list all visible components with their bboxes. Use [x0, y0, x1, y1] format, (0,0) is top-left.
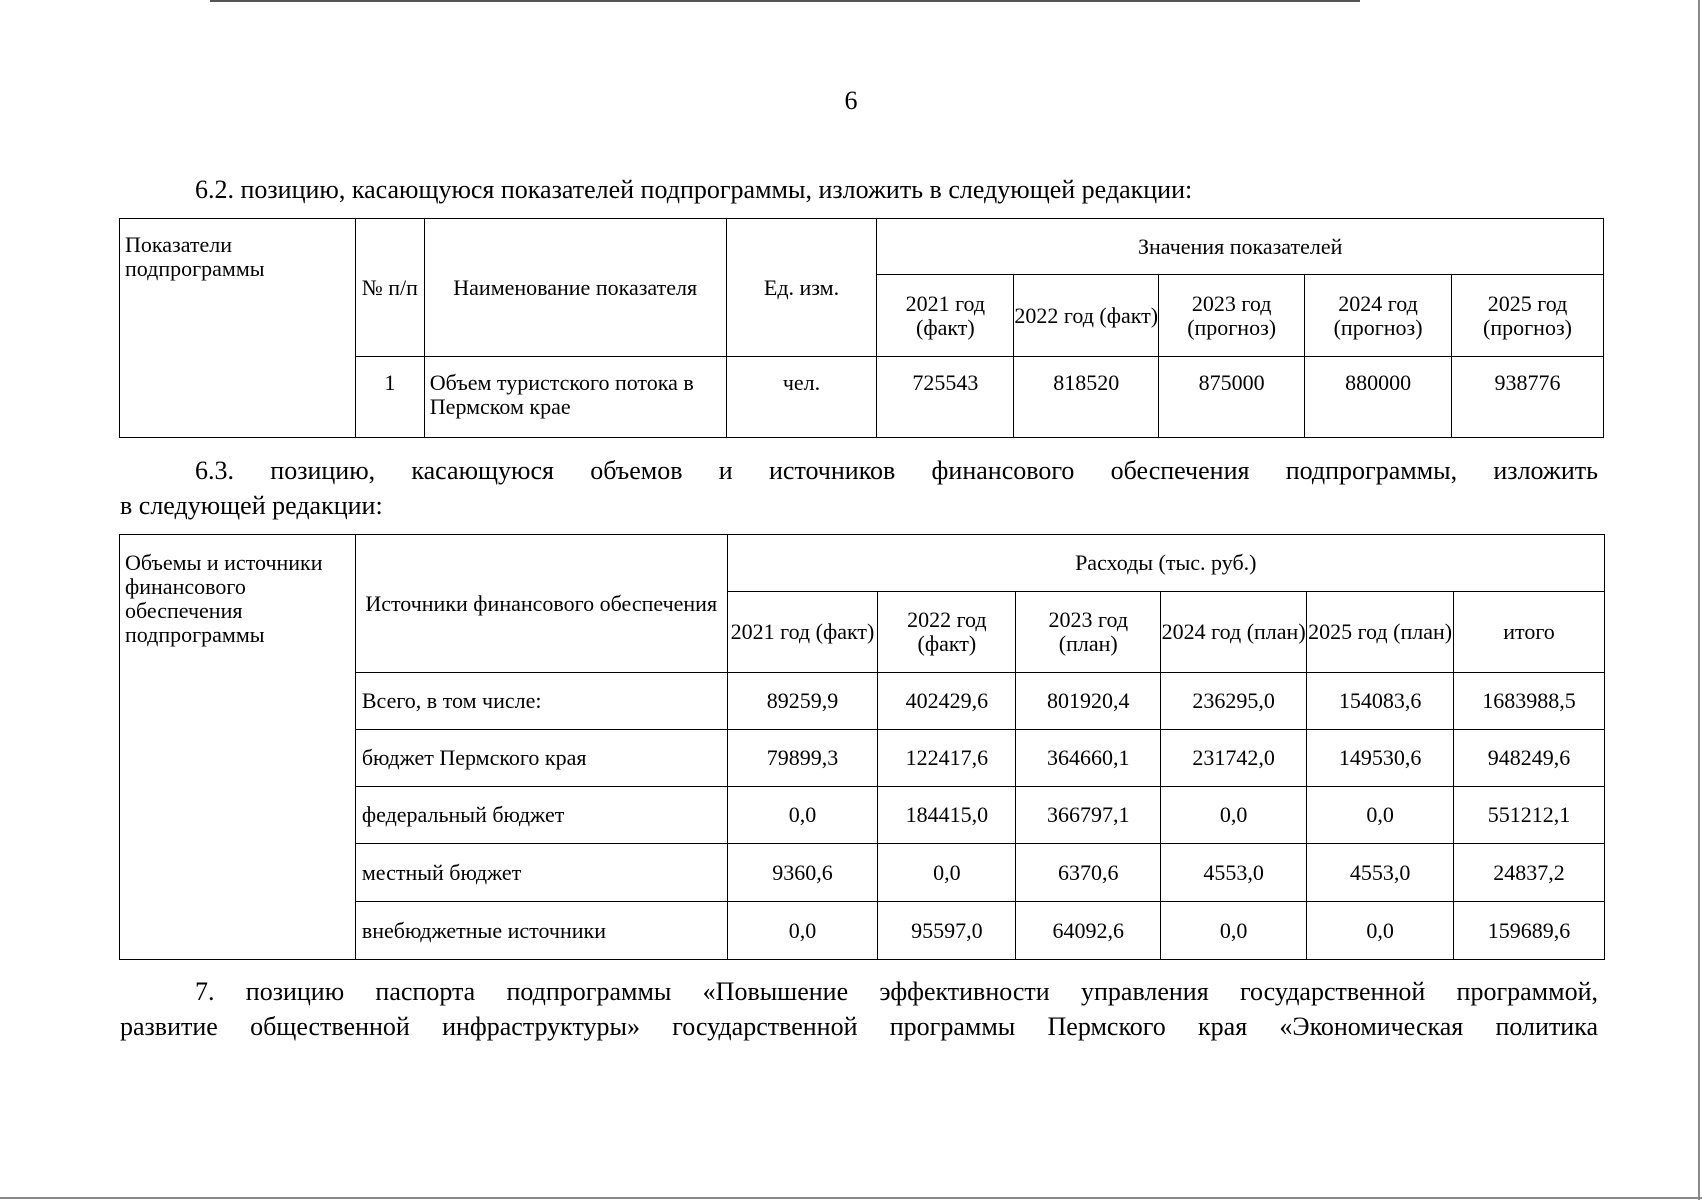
- value-cell: 875000: [1159, 357, 1305, 438]
- value-cell: 24837,2: [1454, 844, 1605, 902]
- value-cell: 95597,0: [878, 902, 1016, 960]
- value-cell: 948249,6: [1454, 730, 1605, 787]
- value-cell: 818520: [1014, 357, 1159, 438]
- value-cell: 154083,6: [1307, 673, 1454, 730]
- value-cell: 366797,1: [1016, 787, 1161, 844]
- value-cell: 0,0: [727, 787, 878, 844]
- source-label: Всего, в том числе:: [355, 673, 727, 730]
- year-header: 2023 год (план): [1016, 592, 1161, 673]
- year-header: 2022 год (факт): [878, 592, 1016, 673]
- financing-row-header: Объемы и источники финансового обеспечения подпрограммы: [120, 535, 356, 960]
- value-cell: 159689,6: [1454, 902, 1605, 960]
- scan-edge-right: [1698, 0, 1700, 1200]
- value-cell: 938776: [1452, 357, 1604, 438]
- section-6-2-text: 6.2. позицию, касающуюся показателей подпрограммы, изложить в следующей редакции:: [195, 175, 1193, 204]
- value-cell: 236295,0: [1161, 673, 1307, 730]
- values-header: Значения показателей: [877, 219, 1604, 275]
- year-header: 2021 год (факт): [877, 275, 1014, 357]
- value-cell: 0,0: [878, 844, 1016, 902]
- value-cell: 880000: [1305, 357, 1452, 438]
- total-header: итого: [1454, 592, 1605, 673]
- source-label: местный бюджет: [355, 844, 727, 902]
- value-cell: 122417,6: [878, 730, 1016, 787]
- value-cell: 79899,3: [727, 730, 878, 787]
- year-header: 2023 год (прогноз): [1159, 275, 1305, 357]
- source-label: внебюджетные источники: [355, 902, 727, 960]
- year-header: 2024 год (план): [1161, 592, 1307, 673]
- scan-edge-top: [210, 0, 1360, 2]
- financing-table: [119, 534, 1605, 960]
- value-cell: 1683988,5: [1454, 673, 1605, 730]
- indicator-unit: чел.: [726, 357, 877, 438]
- indicators-row-header: Показатели подпрограммы: [120, 219, 356, 438]
- year-header: 2022 год (факт): [1014, 275, 1159, 357]
- indicator-name: Объем туристского потока в Пермском крае: [424, 357, 726, 438]
- indicators-table: [119, 218, 1604, 438]
- value-cell: 184415,0: [878, 787, 1016, 844]
- value-cell: 801920,4: [1016, 673, 1161, 730]
- value-cell: 149530,6: [1307, 730, 1454, 787]
- source-label: бюджет Пермского края: [355, 730, 727, 787]
- value-cell: 4553,0: [1307, 844, 1454, 902]
- col-source-header: Источники финансового обеспечения: [355, 535, 727, 673]
- year-header: 2024 год (прогноз): [1305, 275, 1452, 357]
- value-cell: 4553,0: [1161, 844, 1307, 902]
- value-cell: 725543: [877, 357, 1014, 438]
- value-cell: 0,0: [1307, 902, 1454, 960]
- value-cell: 9360,6: [727, 844, 878, 902]
- value-cell: 0,0: [1161, 787, 1307, 844]
- scan-edge-bottom: [0, 1197, 1702, 1199]
- value-cell: 89259,9: [727, 673, 878, 730]
- col-name-header: Наименование показателя: [424, 219, 726, 357]
- value-cell: 364660,1: [1016, 730, 1161, 787]
- value-cell: 402429,6: [878, 673, 1016, 730]
- year-header: 2025 год (прогноз): [1452, 275, 1604, 357]
- row-number: 1: [355, 357, 424, 438]
- value-cell: 64092,6: [1016, 902, 1161, 960]
- page-number: 6: [844, 86, 858, 115]
- col-unit-header: Ед. изм.: [726, 219, 877, 357]
- section-7-text-line2: развитие общественной инфраструктуры» государственной программы Пермского края «Экономическая политика: [120, 1012, 1598, 1041]
- section-7-text-line1: 7. позицию паспорта подпрограммы «Повышение эффективности управления государственной программой,: [195, 977, 1598, 1006]
- value-cell: 0,0: [1307, 787, 1454, 844]
- value-cell: 231742,0: [1161, 730, 1307, 787]
- section-6-3-text-line2: в следующей редакции:: [120, 491, 383, 520]
- expenses-header: Расходы (тыс. руб.): [727, 535, 1604, 592]
- value-cell: 0,0: [727, 902, 878, 960]
- value-cell: 551212,1: [1454, 787, 1605, 844]
- value-cell: 6370,6: [1016, 844, 1161, 902]
- source-label: федеральный бюджет: [355, 787, 727, 844]
- value-cell: 0,0: [1161, 902, 1307, 960]
- section-6-3-text-line1: 6.3. позицию, касающуюся объемов и источников финансового обеспечения подпрограммы, изложить: [195, 456, 1598, 485]
- year-header: 2025 год (план): [1307, 592, 1454, 673]
- col-number-header: № п/п: [355, 219, 424, 357]
- year-header: 2021 год (факт): [727, 592, 878, 673]
